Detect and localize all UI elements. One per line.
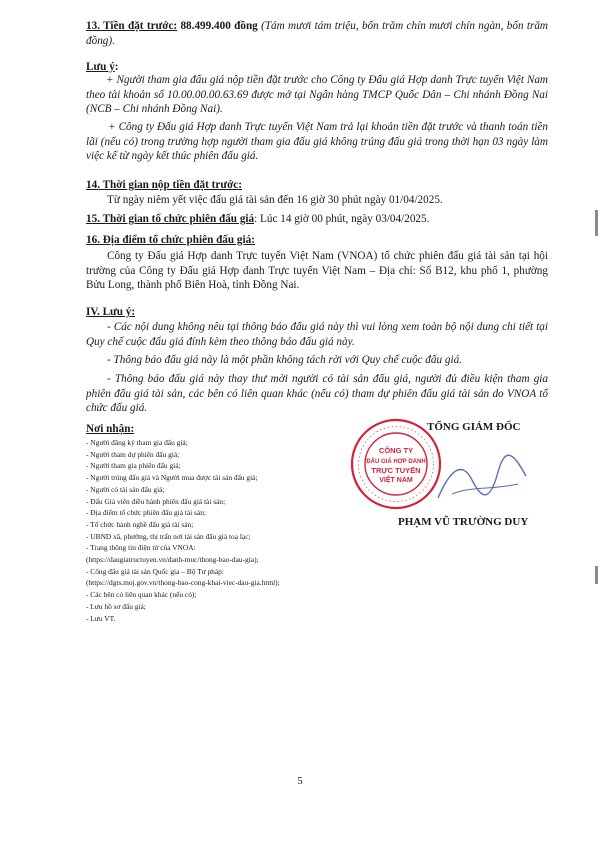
recipient-item: - Lưu VT. bbox=[86, 613, 116, 623]
signature-scribble bbox=[432, 450, 532, 510]
section-14-text: Từ ngày niêm yết việc đấu giá tài sản đến 16 giờ 30 phút ngày 01/04/2025. bbox=[107, 194, 443, 206]
recipient-item: - Cổng đấu giá tài sản Quốc gia – Bộ Tư pháp: bbox=[86, 566, 224, 576]
scan-mark bbox=[595, 566, 598, 584]
recipient-item: - Người đăng ký tham gia đấu giá; bbox=[86, 438, 188, 447]
scan-mark bbox=[595, 210, 598, 236]
recipient-item: - Lưu hồ sơ đấu giá; bbox=[86, 601, 146, 611]
section-15 bbox=[86, 212, 548, 227]
deposit-amount-words: (Tám mươi tám triệu, bốn trăm chín mươi chín ngàn, bốn trăm đồng). bbox=[86, 20, 549, 47]
note-paragraph-2: + Công ty Đấu giá Hợp danh Trực tuyến Việt Nam trả lại khoản tiền đặt trước và thanh toán tiền lãi (nếu có) trong trường hợp người tham gia đấu giá không trúng đấu giá trong thời hạn 03 ngày làm việc kể từ ngày kết thúc phiên đấu giá. bbox=[86, 121, 548, 163]
deposit-amount: 88.499.400 đồng bbox=[177, 20, 258, 32]
recipients-heading: Nơi nhận: bbox=[86, 423, 135, 435]
recipients-list bbox=[86, 437, 386, 624]
recipient-item: - Trang thông tin điện tử của VNOA: bbox=[86, 543, 196, 553]
recipient-link: (https://daugiatructuyen.vn/danh-muc/thong-bao-dau-gia); bbox=[86, 555, 259, 565]
page-number: 5 bbox=[297, 775, 303, 787]
recipient-link: (https://dgts.moj.gov.vn/thong-bao-cong-khai-viec-dau-gia.html); bbox=[86, 578, 280, 588]
section-13-label: 13. Tiền đặt trước: bbox=[86, 20, 178, 32]
section-13 bbox=[86, 19, 548, 48]
seal-line-3: TRỰC TUYẾN bbox=[371, 466, 421, 475]
recipient-item: - Người trúng đấu giá và Người mua được tài sản đấu giá; bbox=[86, 473, 258, 483]
recipient-item: - Người tham dự phiên đấu giá; bbox=[86, 449, 180, 459]
signer-name: PHẠM VŨ TRƯỜNG DUY bbox=[398, 516, 529, 528]
seal-line-4: VIỆT NAM bbox=[379, 477, 413, 484]
seal-line-1: CÔNG TY bbox=[378, 446, 414, 455]
section-16-heading: 16. Địa điểm tổ chức phiên đấu giá: bbox=[86, 234, 255, 246]
recipient-item: - Người tham gia phiên đấu giá; bbox=[86, 461, 181, 471]
recipient-item: - UBND xã, phường, thị trấn nơi tài sản đấu giá toạ lạc; bbox=[86, 531, 251, 541]
section-iv-heading: IV. Lưu ý: bbox=[86, 306, 136, 318]
section-15-text: : Lúc 14 giờ 00 phút, ngày 03/04/2025. bbox=[254, 213, 430, 225]
signer-title: TỔNG GIÁM ĐỐC bbox=[427, 421, 521, 433]
section-16-text: Công ty Đấu giá Hợp danh Trực tuyến Việt Nam (VNOA) tổ chức phiên đấu giá tài sản tại hội trường của Công ty Đấu giá Hợp danh Trực tuyến Việt Nam – Địa chỉ: Số B12, khu phố 1, phường Bửu Long, thành phố Biên Hoà, tỉnh Đồng Nai. bbox=[86, 250, 548, 292]
section-iv-paragraph-2: - Thông báo đấu giá này là một phần không tách rời với Quy chế cuộc đấu giá. bbox=[107, 354, 462, 366]
company-seal bbox=[350, 418, 442, 510]
recipient-item: - Đấu Giá viên điều hành phiên đấu giá tài sản; bbox=[86, 496, 226, 506]
seal-line-2: ĐẤU GIÁ HỢP DANH bbox=[366, 459, 426, 465]
section-iv-paragraph-3: - Thông báo đấu giá này thay thư mời người có tài sản đấu giá, người đủ điều kiện tham gia phiên đấu giá tài sản, các bên có liên quan khác (nếu có) tham dự phiên đấu giá tài sản do VNOA tổ chức đấu giá. bbox=[86, 373, 548, 415]
section-iv-paragraph-1: - Các nội dung không nêu tại thông báo đấu giá này thì vui lòng xem toàn bộ nội dung chi tiết tại Quy chế cuộc đấu giá đính kèm theo thông báo đấu giá này. bbox=[86, 321, 548, 348]
recipient-item: - Tổ chức hành nghề đấu giá tài sản; bbox=[86, 519, 194, 529]
recipient-item: - Địa điểm tổ chức phiên đấu giá tài sản; bbox=[86, 508, 206, 518]
note-heading-colon: : bbox=[114, 61, 119, 73]
section-15-heading: 15. Thời gian tổ chức phiên đấu giá bbox=[86, 213, 255, 225]
recipient-item: - Các bên có liên quan khác (nếu có); bbox=[86, 590, 197, 600]
note-paragraph-1: + Người tham gia đấu giá nộp tiền đặt trước cho Công ty Đấu giá Hợp danh Trực tuyến Việt Nam theo tài khoản số 10.00.00.00.63.69 được mở tại Ngân hàng TMCP Quốc Dân – Chi nhánh Đồng Nai (NCB – Chi nhánh Đồng Nai). bbox=[86, 74, 548, 116]
recipient-item: - Người có tài sản đấu giá; bbox=[86, 484, 165, 494]
note-heading-text: Lưu ý bbox=[86, 61, 115, 73]
section-14-heading: 14. Thời gian nộp tiền đặt trước: bbox=[86, 179, 242, 191]
